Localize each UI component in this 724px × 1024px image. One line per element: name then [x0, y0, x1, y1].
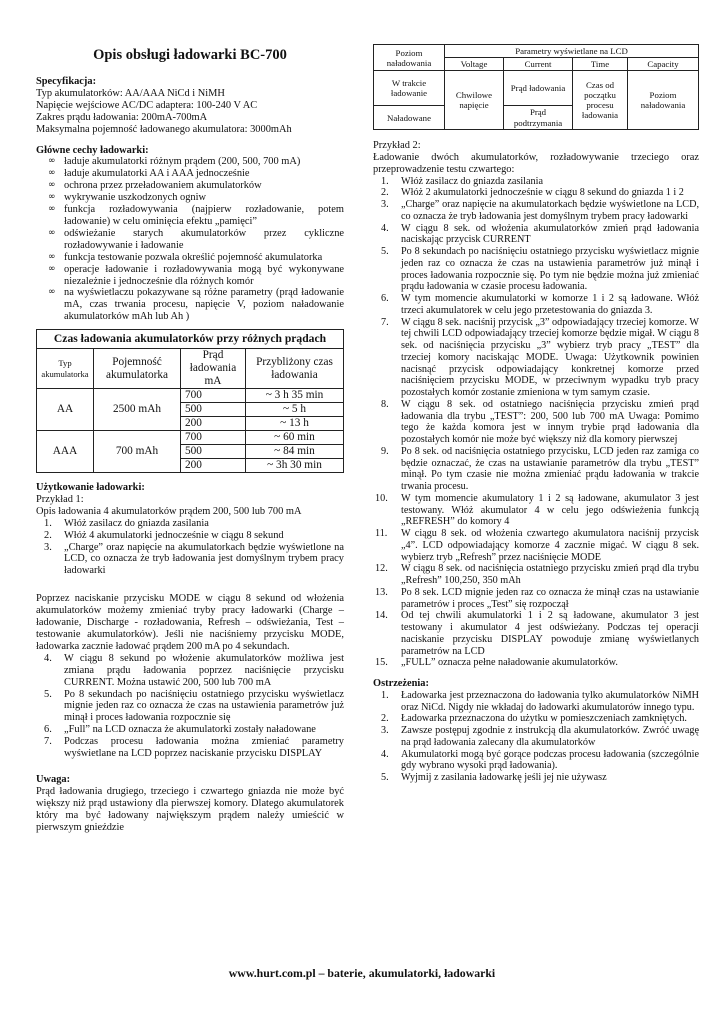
current-cell: Prąd podtrzymania [504, 106, 573, 129]
current-cell: 700 [181, 389, 246, 403]
example-description: Ładowanie dwóch akumulatorków, rozładowywanie trzeciego oraz przeprowadzenie testu czwartego: [373, 151, 699, 175]
table-header: Poziom naładowania [374, 45, 445, 71]
warnings-heading: Ostrzeżenia: [373, 678, 429, 690]
list-item: 7. W ciągu 8 sek. naciśnij przycisk „3” odpowiadający trzeciej komorze. W tej chwili LCD odpowiadający trzeciej komorze będzie migał. W ciągu 8 sek. od naciśnięcia przycisku „3” wybierz tryb pracy „TEST” dla trzeciej komory naciskając MODE. Uwaga: Użytkownik powinien nacisnąć przycisk odpowiadający konkretnej komorze przed naciśnięciem przycisku MODE, w przeciwnym wypadku tryb pracy pozostałych komór zostanie zmieniona w tym samym czasie. [381, 316, 699, 399]
time-cell: ~ 13 h [246, 417, 344, 431]
battery-type-cell: AA [37, 389, 94, 431]
list-item: 5. Po 8 sekundach po naciśnięciu ostatniego przycisku wyświetlacz mignie jeden raz co oznacza że czas na ustawienia parametrów już minął i proces ładowania rozpocznie się [44, 688, 344, 724]
table-row [37, 431, 344, 445]
right-column [373, 44, 699, 784]
infinity-bullet-icon: ∞ [48, 204, 56, 215]
example-label: Przykład 1: [36, 493, 84, 505]
list-item: ∞ ochrona przez przeładowaniem akumulatorków [48, 180, 262, 192]
features-section [36, 145, 344, 324]
example-label: Przykład 2: [373, 139, 421, 151]
infinity-bullet-icon: ∞ [48, 287, 56, 298]
infinity-bullet-icon: ∞ [48, 192, 56, 203]
list-item: 5. Po 8 sekundach po naciśnięciu ostatniego przycisku wyświetlacz mignie jeden raz co oznacza że czas na ustawienia parametrów już minął i proces ładowania rozpocznie się. Po tym nie będzie można już zmieniać prądu ładowania w czasie procesu ładowania. [381, 246, 699, 293]
current-cell: 700 [181, 431, 246, 445]
table-header: Typ akumulatorka [37, 349, 94, 389]
table-header: Time [573, 58, 628, 71]
warnings-section [373, 678, 699, 784]
current-cell: 200 [181, 459, 246, 473]
spec-line: Typ akumulatorków: AA/AAA NiCd i NiMH [36, 87, 225, 99]
charge-time-table [36, 329, 344, 473]
list-item: 1. Włóż zasilacz do gniazda zasilania [44, 517, 209, 529]
note-heading: Uwaga: [36, 773, 71, 785]
table-header: Przybliżony czas ładowania [246, 349, 344, 389]
list-item: 6. W tym momencie akumulatorki w komorze 1 i 2 są ładowane. Włóż trzeci akumulatorek w celu jego przetestowania do gniazda 3. [381, 293, 699, 316]
table-row [374, 71, 699, 106]
list-item: 5. Wyjmij z zasilania ładowarkę jeśli jej nie używasz [381, 772, 607, 784]
battery-type-cell: AAA [37, 431, 94, 473]
time-cell: Czas od początku procesu ładowania [573, 71, 628, 129]
list-item: ∞ operacje ładowanie i rozładowywania mogą być wykonywane niezależnie i jednocześnie dla różnych komór [48, 263, 344, 287]
list-item: ∞ odświeżanie starych akumulatorków przez cykliczne rozładowywanie i ładowanie [48, 227, 344, 251]
left-column [36, 46, 344, 834]
list-item: 2. Włóż 4 akumulatorki jednocześnie w ciągu 8 sekund [44, 529, 284, 541]
usage-heading: Użytkowanie ładowarki: [36, 482, 145, 494]
warnings-list [373, 690, 699, 784]
current-cell: 500 [181, 403, 246, 417]
table-header: Pojemność akumulatorka [94, 349, 181, 389]
note-section [36, 774, 344, 834]
usage-section [36, 482, 344, 760]
lcd-parameters-table [373, 44, 699, 130]
table-header: Capacity [628, 58, 699, 71]
voltage-cell: Chwilowe napięcie [445, 71, 504, 129]
list-item: 1. Włóż zasilacz do gniazda zasilania [381, 175, 543, 187]
list-item: ∞ wykrywanie uszkodzonych ogniw [48, 192, 206, 204]
list-item: 3. „Charge” oraz napięcie na akumulatorkach będzie wyświetlone na LCD, co oznacza że tryb ładowania jest domyślnym trybem pracy ładowarki [381, 199, 699, 222]
time-cell: ~ 3h 30 min [246, 459, 344, 473]
current-cell: Prąd ładowania [504, 71, 573, 106]
list-item: 3. Zawsze postępuj zgodnie z instrukcją dla akumulatorków. Zwróć uwagę na prąd ładowania zalecany dla akumulatorków [381, 725, 699, 748]
table-header: Parametry wyświetlane na LCD [445, 45, 699, 58]
infinity-bullet-icon: ∞ [48, 156, 56, 167]
infinity-bullet-icon: ∞ [48, 263, 56, 274]
list-item: ∞ funkcja testowanie pozwala określić pojemność akumulatorka [48, 251, 323, 263]
list-item: ∞ funkcja rozładowywania (najpierw rozładowanie, potem ładowanie) w celu ominięcia efektu „pamięci” [48, 204, 344, 227]
note-text: Prąd ładowania drugiego, trzeciego i czwartego gniazda nie może być większy niż prąd ustawiony dla pierwszej komory. Dlatego akumulatorek który ma być ładowany największym prądem należy umieścić w pierwszym gnieździe [36, 785, 344, 833]
page-title: Opis obsługi ładowarki BC-700 [93, 47, 287, 63]
list-item: 13. Po 8 sek. LCD mignie jeden raz co oznacza że minął czas na ustawianie parametrów i proces „Test” się rozpoczął [375, 586, 699, 610]
mode-paragraph: Poprzez naciskanie przycisku MODE w ciągu 8 sekund od włożenia akumulatorków możemy zmieniać tryby pracy ładowarki (Charge – ładowanie, Discharge - rozładowania, Refresh – odświeżania, Test – testowanie akumulatorków). Jeśli nie naciśniemy przycisku MODE, ładowarka zacznie ładować prądem 200 mA po 4 sekundach. [36, 593, 344, 652]
example1-steps-continued [36, 653, 344, 760]
list-item: 4. W ciągu 8 sek. od włożenia akumulatorków zmień prąd ładowania naciskając przycisk CURRENT [381, 222, 699, 246]
list-item: 15. „FULL” oznacza pełne naładowanie akumulatorków. [375, 657, 618, 669]
example2-steps [373, 176, 699, 670]
list-item: ∞ na wyświetlaczu pokazywane są różne parametry (prąd ładowanie mA, czas trwania procesu, napięcie V, poziom naładowanie akumulatorków mAh lub Ah ) [48, 287, 344, 323]
capacity-cell: 2500 mAh [94, 389, 181, 431]
list-item: 10. W tym momencie akumulatory 1 i 2 są ładowane, akumulator 3 jest testowany. Włóż akumulator 4 w celu jego odświeżenia funkcją „REFRESH” do komory 4 [375, 492, 699, 528]
list-item: ∞ ładuje akumulatorki różnym prądem (200, 500, 700 mA) [48, 156, 301, 168]
list-item: 7. Podczas procesu ładowania można zmieniać parametry wyświetlane na LCD poprzez naciskanie przycisku DISPLAY [44, 736, 344, 760]
spec-line: Zakres prądu ładowania: 200mA-700mA [36, 111, 208, 123]
table-caption: Czas ładowania akumulatorków przy różnych prądach [37, 330, 344, 349]
example2-section [373, 140, 699, 669]
time-cell: ~ 60 min [246, 431, 344, 445]
list-item: 1. Ładowarka jest przeznaczona do ładowania tylko akumulatorków NiMH oraz NiCd. Nigdy nie wkładaj do ładowarki akumulatorów innego typu. [381, 689, 699, 713]
row-label: W trakcie ładowanie [374, 71, 445, 106]
spec-line: Maksymalna pojemność ładowanego akumulatora: 3000mAh [36, 123, 292, 135]
infinity-bullet-icon: ∞ [48, 251, 56, 262]
specification-section [36, 76, 344, 136]
infinity-bullet-icon: ∞ [48, 168, 56, 179]
time-cell: ~ 84 min [246, 445, 344, 459]
infinity-bullet-icon: ∞ [48, 227, 56, 238]
list-item: 4. Akumulatorki mogą być gorące podczas procesu ładowania (szczególnie gdy wybrano wysoki prąd ładowania). [381, 748, 699, 772]
list-item: 4. W ciągu 8 sekund po włożenie akumulatorków możliwa jest zmiana prądu ładowania poprzez naciśnięcie przycisku CURRENT. Można ustawić 200, 500 lub 700 mA [44, 652, 344, 688]
table-header: Prąd ładowania mA [181, 349, 246, 389]
capacity-cell: Poziom naładowania [628, 71, 699, 129]
list-item: 2. Włóż 2 akumulatorki jednocześnie w ciągu 8 sekund do gniazda 1 i 2 [381, 187, 684, 199]
list-item: 8. W ciągu 8 sek. od ostatniego naciśnięcia przycisku zmień prąd ładowania dla trybu „TEST”: 200, 500 lub 700 mA Uwaga: Pomimo tego że każda komora jest w innym trybie prąd ładowania dla pozostałych komór nie może być większy niż dla komory pierwszej [381, 398, 699, 446]
current-cell: 500 [181, 445, 246, 459]
list-item: ∞ ładuje akumulatorki AA i AAA jednocześnie [48, 168, 250, 180]
table-header: Current [504, 58, 573, 71]
time-cell: ~ 5 h [246, 403, 344, 417]
list-item: 11. W ciągu 8 sek. od włożenia czwartego akumulatora naciśnij przycisk „4”. LCD odpowiadający komorze 4 zacznie migać. W ciągu 8 sek. wybierz tryb „Refresh” przez naciśnięcie MODE [375, 528, 699, 563]
page-footer: www.hurt.com.pl – baterie, akumulatorki, ładowarki [228, 966, 496, 980]
list-item: 12. W ciągu 8 sek. od naciśnięcia ostatniego przycisku zmień prąd dla trybu „Refresh” 100,250, 350 mAh [375, 563, 699, 587]
table-row [37, 389, 344, 403]
features-heading: Główne cechy ładowarki: [36, 144, 149, 156]
features-list [36, 156, 344, 323]
time-cell: ~ 3 h 35 min [246, 389, 344, 403]
table-header: Voltage [445, 58, 504, 71]
infinity-bullet-icon: ∞ [48, 180, 56, 191]
list-item: 6. „Full” na LCD oznacza że akumulatorki zostały naładowane [44, 724, 316, 736]
spec-heading: Specyfikacja: [36, 76, 97, 87]
spec-line: Napięcie wejściowe AC/DC adaptera: 100-240 V AC [36, 99, 258, 111]
list-item: 2. Ładowarka przeznaczona do użytku w pomieszczeniach zamkniętych. [381, 713, 687, 725]
list-item: 9. Po 8 sek. od naciśnięcia ostatniego przycisku, LCD jeden raz zamiga co będzie oznaczać, że czas na ustawianie parametrów dla trybu „TEST” minął. Po tym czasie nie można zmieniać prądu ładowania w trakcie trwania procesu. [381, 445, 699, 493]
capacity-cell: 700 mAh [94, 431, 181, 473]
list-item: 14. Od tej chwili akumulatorki 1 i 2 są ładowane, akumulator 3 jest testowany i akumulator 4 jest odświeżany. Podczas tej operacji naciskanie przycisku DISPLAY powoduje zmianę wyświetlanych parametrów na LCD [375, 610, 699, 657]
row-label: Naładowane [374, 106, 445, 129]
list-item: 3. „Charge” oraz napięcie na akumulatorkach będzie wyświetlone na LCD, co oznacza że tryb ładowania jest domyślnym trybem pracy ładowarki [44, 541, 344, 577]
example1-steps [36, 518, 344, 578]
current-cell: 200 [181, 417, 246, 431]
example-description: Opis ładowania 4 akumulatorków prądem 200, 500 lub 700 mA [36, 505, 302, 517]
